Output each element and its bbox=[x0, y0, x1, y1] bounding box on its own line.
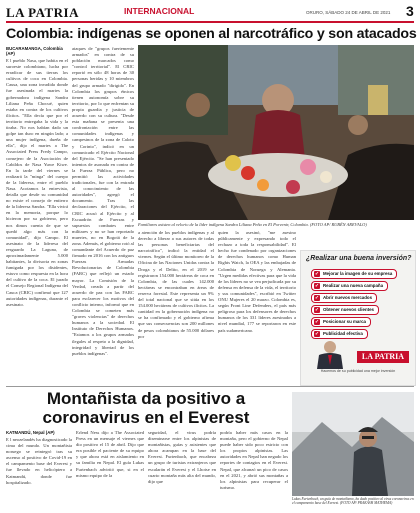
story2-text-col1: E l neozelandés ha diagnosticado la cima del mundo. Un montañista noruego se reintegró tras su ascenso al positivo de Covid-19 en el campamento base del Everest y fue llevado en helicóptero a Katmandú, donde fue hospitalizado. bbox=[6, 437, 72, 485]
issue-date: ORURO, SÁBADO 24 DE ABRIL DE 2021 bbox=[306, 10, 391, 15]
ad-item: ✓ Posicionar su marca bbox=[311, 317, 371, 327]
mountaineer-photo bbox=[292, 392, 414, 496]
story1-text-col4: quien la asesinó, "me asesino públicamente y expresando todo el rechazo a toda la responsabilidad". El hecho fue condenado por organizaciones de derechos humanos como Human Rights Watch, la OEA y las embajadas de Colombia de Noruega y Alemania. "Urgen medidas efectivas para que la vida de los líderes no se vea perjudicada por su defensa en defensa de la vida, el territorio y sus comunidades", escribió en Twitter ONU Mujeres el 20 marzo. Colombia es, según Front Line Defenders, el país más peligroso para los defensores de derechos humanos de los 331 líderes asesinados a nivel mundial, 177 se reportaron en este país sudamericano. bbox=[218, 230, 296, 333]
story2-photo bbox=[292, 392, 414, 496]
page-number: 3 bbox=[406, 3, 414, 19]
story1-text-col2: ataques de "grupos fuertemente armados" en contra de su población marcados como "control territorial". El CRIC reportó en sólo 48 horas de 30 personas heridas y 10 miembros del grupo armado "dirigido". En Colombia los grupos étnicos tienen autonomía sobre su territorio, por lo que enfrentan su propia guardia y justicia de acuerdo con su cultura. "Desde esta mañana se presenta una confrontación entre las comunidades indígenas y campesinos de la zona de Caloto y Corinto", indicó en un comunicado el Ejército Nacional del Ejército. "Se han presentado intentos de asonada en contra de la Fuerza Pública, pero no permitió las actividades tradicionales, fue con la entrada al conocimiento de las autoridades", agregó el documento. Tras las declaraciones del Ejército, el CRIC acusó al Ejército y al Escuadrón de Fuerzas y supuestos combates entre militares y no se han reportado muertes, no en Bogotá de la zona. Además, el gobierno rotó al comandante del Acuerdo de paz firmado en 2016 con los antiguos Fuerzas Armadas Revolucionarias de Colombia (FARC) que reflejó un estado mayor. La Comisión de la Verdad, creada a partir del acuerdo de paz con las FARC para esclarecer los motivos del conflicto interno, informó que en Colombia se cometen más "graves violencias" de derechos humanos a la sociedad. El Instituto de Derechos Humanos. "Estamos a los grupos armados ilegales al respeto a la dignidad, integridad y libertad de los pueblos indígenas". bbox=[72, 46, 134, 356]
check-icon: ✓ bbox=[314, 271, 320, 277]
ad-item: ✓ Abrir nuevos mercados bbox=[311, 293, 377, 303]
businessman-icon bbox=[305, 339, 355, 369]
story1-text-col3: a atención de los pueblos indígenas y al derecho a liberar a sus autores de todas las personas beneficiarias del narcotráfico", indicó la entidad el viernes. Según el último monitoreo de la Oficina de las Naciones Unidas contra la Droga y el Delito, en el 2019 se registraron 154.000 hectáreas de coca en Colombia, de las cuales 142.000 hectáreas se encontraban en áreas de reserva forestal. Este representa un 9% del total nacional que se sitúa en los 154.000 hectáreas de cultivos ilícitos. La cantidad en la gobernación indígena no se ha confirmado y el gobierno afirma que sus consecuencias son 200 millones de pesos colombianos de 55.000 dólares por bbox=[138, 230, 214, 339]
story1-headline: Colombia: indígenas se oponen al narcotráfico y son atacados bbox=[6, 26, 417, 42]
story2-headline: Montañista da positivo a coronavirus en el Everest bbox=[42, 389, 250, 427]
check-icon: ✓ bbox=[314, 307, 320, 313]
story2-text-col3: seguridad, el virus podría diseminarse entre los alpinistas de montañistas, guías y asistentes que ahora acampan en la base del Everest. Furtenbach, que encabeza un grupo de turistas extranjeros que escalarán el Everest y el Lhotse en cuarto montaña más alta del mundo, dijo que bbox=[148, 430, 216, 484]
ad-item: ✓ Publicidad efectiva bbox=[311, 329, 368, 339]
story1-dateline: BUCARAMANGA, Colombia (AP) bbox=[6, 46, 63, 56]
check-icon: ✓ bbox=[314, 319, 320, 325]
masthead bbox=[6, 5, 414, 19]
section-name: INTERNACIONAL bbox=[124, 6, 195, 16]
advertisement[interactable] bbox=[300, 250, 416, 386]
ad-item: ✓ Realizar una nueva campaña bbox=[311, 281, 388, 291]
story2-column-1 bbox=[6, 430, 72, 510]
ad-item: ✓ Obtener nuevos clientes bbox=[311, 305, 379, 315]
check-icon: ✓ bbox=[314, 331, 320, 337]
story2-text-col2: Erlend Ness dijo a The Associated Press en un mensaje el viernes que dio positivo el 15 de abril. Dijo que era posible el paciente de su equipo y que ahora está en aislamiento en su familia en Nepal. El guía Lukas Furtenbach advirtió que, si en el mismo equipo de la bbox=[76, 430, 144, 478]
ad-title: ¿Realizar una buena inversión? bbox=[306, 255, 412, 262]
story1-caption: Familiares asisten al velorio de la líder indígena Sandra Liliana Peña en El Porvenir, Colombia. (FOTO AP/ RUBÉN AREVALO) bbox=[138, 222, 367, 227]
story2-caption: Lukas Furtenbach, un guía de montañismo, ha dado positivo al virus coronavirus en el campamento base del Everest. (FOTO AP/ PRAKASH MATHEMA) bbox=[292, 497, 414, 506]
story2-dateline: KATMANDÚ, Nepal (AP) bbox=[6, 430, 55, 435]
story2-text-col4: podría haber más casos en la montaña, pero el gobierno de Nepal puede haber sido poco estricto con los propios alpinistas. Las autoridades en Nepal han negado los reportes de contagios en el Everest. Nepal, que alcanzó un pico de casos en el 2021, y abrió sus montañas a los alpinistas para recuperar el turismo. bbox=[220, 430, 288, 490]
check-icon: ✓ bbox=[314, 283, 320, 289]
section-divider bbox=[6, 386, 414, 387]
ad-footer: Hacemos de su publicidad una mejor inversión bbox=[320, 369, 396, 373]
ad-logo: LA PATRIA bbox=[357, 351, 409, 363]
masthead-rule bbox=[6, 21, 414, 23]
story1-photo bbox=[138, 45, 414, 220]
funeral-photo bbox=[138, 45, 414, 220]
ad-item: ✓ Mejorar la imagen de su empresa bbox=[311, 269, 397, 279]
story1-column-1 bbox=[6, 46, 68, 384]
newspaper-logo: LA PATRIA bbox=[6, 5, 79, 20]
story1-text-col1: E l pueblo Nasa, que habita en el suroeste colombiano, lucha por erradicar de sus tierras los cultivos de coca en Colombia. Causa, una zona invadida donde fue asesinada el martes la gobernadora indígena Sandra Liliana Peña Chocué, quien estaba en contra de los cultivos ilícitos. "Ella decía que por el territorio entregaba la vida y la tiraba. No nos habían dado un golpe tan duro en ningún lado; a una mujer indígena, dueña de ella", dijo el martes a The Associated Press Fredy Campo, consejero de la Asociación de Cabildos de Nasa Yuwe Kiwe. En la tarde del viernes se realizará la "minga" del cuerpo de la lideresa, entre el pueblo Nasa. Acotamos la entrevista, detalla que desde su comunidad no existe el consejo de entierro de la lideresa Sandra. "Ella vivirá en la memoria, porque lo hicieron por su gobierno, pero nos dimos cuenta de que se quedó algo más con la comunidad", dijo Campo. El asesinato de la lideresa del resguardo La Laguna, de aproximadamente 5.000 habitantes, la divisoria en zonas fumigada por los disidentes, estuvo como respuesta en la hora del cultivo de la coca. El jurado el Consejo Regional Indígena del Cauca (CRIC) confirmó que 127 autoridades indígenas, durante el asesinato. bbox=[6, 58, 68, 307]
check-icon: ✓ bbox=[314, 295, 320, 301]
